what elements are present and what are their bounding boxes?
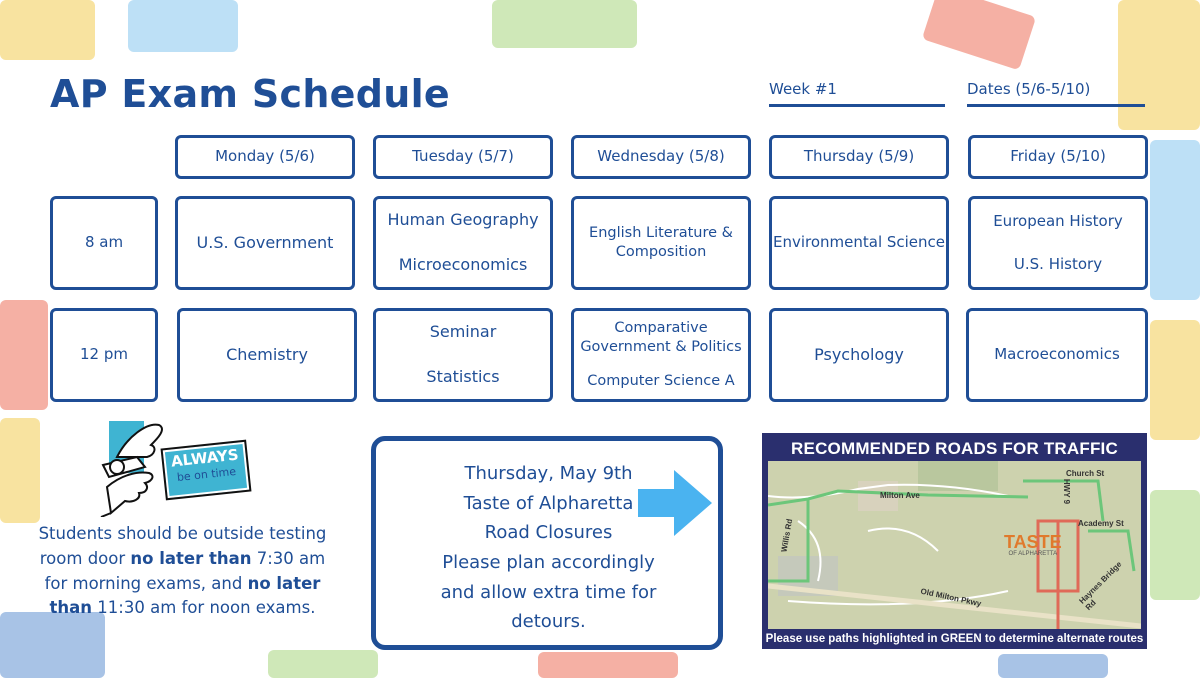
always-on-time-clipart [97, 417, 257, 517]
day-header-wednesday: Wednesday (5/8) [571, 135, 751, 179]
page-title: AP Exam Schedule [50, 72, 450, 116]
puzzle-piece-green-right [1150, 490, 1200, 600]
closure-line: and allow extra time for [440, 581, 657, 603]
day-header-thursday: Thursday (5/9) [769, 135, 949, 179]
notice-text-3: 11:30 am for noon exams. [92, 598, 316, 618]
badge-line2: be on time [176, 464, 237, 485]
puzzle-piece-red-bottom [538, 652, 678, 678]
puzzle-piece-green-bottom [268, 650, 378, 678]
puzzle-piece-blue-bottom-left [0, 612, 105, 678]
exam-cell-friday-pm [966, 308, 1148, 402]
puzzle-piece-yellow-top-right [1118, 0, 1200, 130]
puzzle-piece-blue-right [1150, 140, 1200, 300]
exam-cell-tuesday-am [373, 196, 553, 290]
exam-name-cont: Composition [615, 244, 707, 260]
week-label: Week #1 [769, 80, 945, 107]
exam-cell-wednesday-am [571, 196, 751, 290]
exam-name: Chemistry [226, 344, 308, 364]
notice-text-2: 7:30 am for morning exams, and [44, 548, 326, 593]
taste-logo [1004, 533, 1062, 557]
exam-name: Computer Science A [587, 373, 735, 390]
road-label-hwy9: HWY 9 [1062, 478, 1072, 505]
exam-name: Human Geography [387, 210, 539, 230]
exam-cell-tuesday-pm [373, 308, 553, 402]
taste-logo-sub: OF ALPHARETTA [1008, 551, 1058, 557]
exam-cell-thursday-am [769, 196, 949, 290]
time-8am: 8 am [50, 196, 158, 290]
detour-map [762, 433, 1147, 649]
exam-cell-monday-pm [177, 308, 357, 402]
exam-name-cont: Government & Politics [580, 338, 742, 355]
exam-name: Environmental Science [772, 233, 946, 252]
exam-name: English Literature & [589, 225, 733, 242]
puzzle-piece-blue-top [128, 0, 238, 52]
exam-cell-monday-am [175, 196, 355, 290]
puzzle-piece-green-top [492, 0, 637, 48]
badge-line1: ALWAYS [170, 445, 240, 471]
road-label-willis-rd: Willis Rd [779, 518, 795, 553]
puzzle-piece-yellow-right [1150, 320, 1200, 440]
map-image [768, 461, 1141, 629]
exam-cell-wednesday-pm [571, 308, 751, 402]
exam-name: U.S. Government [196, 232, 334, 252]
notice-text-1: Students should be outside testing room door [38, 524, 327, 568]
day-header-tuesday: Tuesday (5/7) [373, 135, 553, 179]
closure-line: Road Closures [484, 522, 613, 544]
exam-name: Microeconomics [398, 255, 528, 274]
closure-line: Taste of Alpharetta [463, 492, 634, 514]
road-label-church-st: Church St [1066, 469, 1105, 478]
road-label-academy-st: Academy St [1078, 519, 1124, 528]
exam-name: Comparative [614, 319, 708, 336]
day-header-friday: Friday (5/10) [968, 135, 1148, 179]
time-12pm: 12 pm [50, 308, 158, 402]
map-footer: Please use paths highlighted in GREEN to determine alternate routes [765, 633, 1144, 645]
exam-cell-thursday-pm [769, 308, 949, 402]
notice-bold-1: no later than [130, 548, 252, 568]
closure-line: Please plan accordingly [442, 552, 655, 574]
exam-name: U.S. History [1013, 255, 1103, 273]
closure-line: Thursday, May 9th [464, 463, 633, 484]
puzzle-piece-yellow-top-left [0, 0, 95, 60]
exam-cell-friday-am [968, 196, 1148, 290]
road-label-haynes-bridge: Haynes Bridge Rd [1077, 559, 1124, 613]
taste-logo-text: TASTE [1004, 532, 1062, 552]
day-header-monday: Monday (5/6) [175, 135, 355, 179]
exam-name: European History [993, 211, 1123, 230]
dates-label: Dates (5/6-5/10) [967, 80, 1145, 107]
notice-bold-2: no later than [49, 573, 321, 618]
puzzle-piece-red-left [0, 300, 48, 410]
exam-name: Psychology [814, 344, 904, 364]
exam-name: Seminar [429, 322, 497, 342]
arrival-notice [30, 522, 335, 621]
arrow-right-icon [638, 470, 712, 536]
always-badge [163, 442, 250, 498]
exam-name: Macroeconomics [994, 345, 1120, 364]
puzzle-piece-blue-bottom-right [998, 654, 1108, 678]
closure-line: detours. [511, 611, 586, 633]
puzzle-piece-red-top-right [922, 0, 1036, 70]
road-closure-notice [371, 436, 723, 650]
puzzle-piece-yellow-left [0, 418, 40, 523]
road-label-old-milton: Old Milton Pkwy [919, 586, 983, 609]
exam-name: Statistics [426, 367, 500, 386]
map-title: RECOMMENDED ROADS FOR TRAFFIC [791, 439, 1118, 458]
road-label-milton-ave: Milton Ave [880, 491, 920, 500]
